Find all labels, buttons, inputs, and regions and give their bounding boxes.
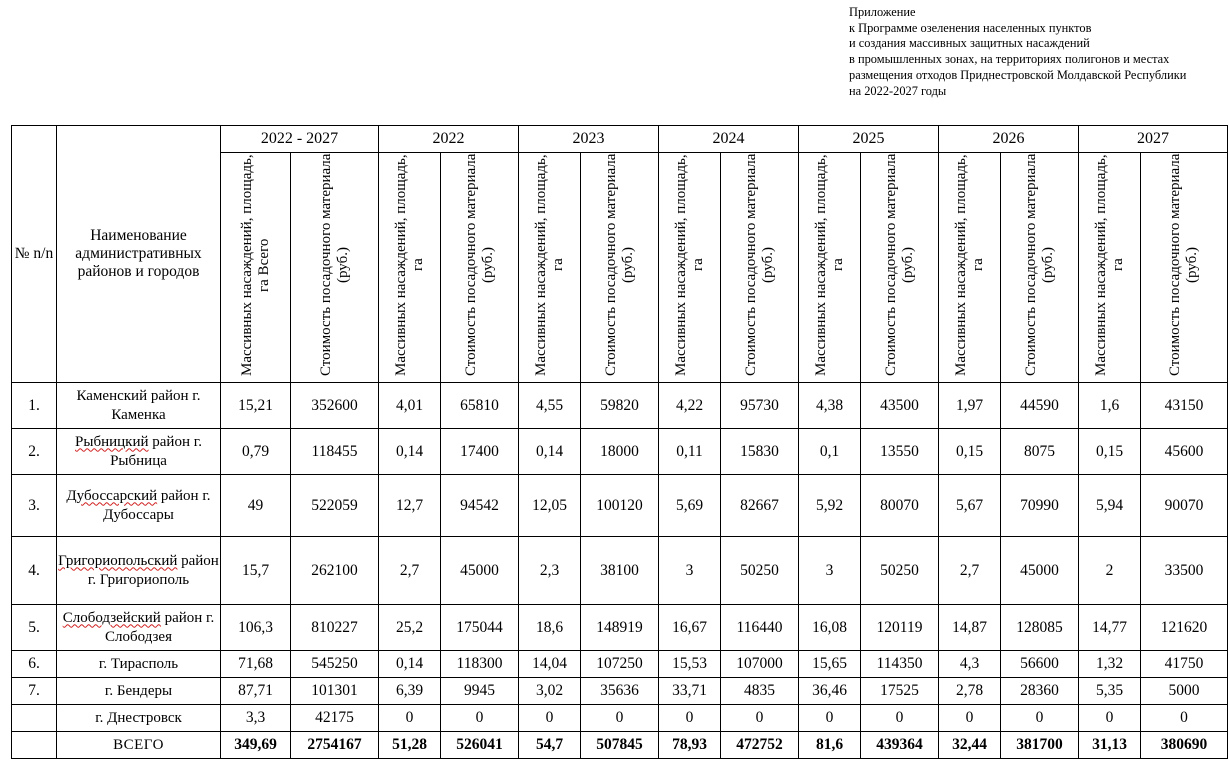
area-cell: 5,67	[939, 475, 1001, 537]
cost-cell: 28360	[1001, 678, 1079, 705]
cost-cell: 50250	[861, 537, 939, 605]
cost-cell: 50250	[721, 537, 799, 605]
cost-cell: 8075	[1001, 429, 1079, 475]
table-row	[12, 705, 1228, 732]
table-row	[12, 678, 1228, 705]
appendix-line: в промышленных зонах, на территориях полигонов и местах	[849, 52, 1170, 67]
district-name: г. Тирасполь	[57, 651, 221, 678]
cost-cell: 2754167	[291, 732, 379, 759]
cost-cell: 100120	[581, 475, 659, 537]
cost-cell: 44590	[1001, 383, 1079, 429]
table-row	[12, 475, 1228, 537]
cost-cell: 107250	[581, 651, 659, 678]
cost-cell: 121620	[1141, 605, 1228, 651]
area-cell: 3	[659, 537, 721, 605]
area-cell: 87,71	[221, 678, 291, 705]
area-cell: 0	[799, 705, 861, 732]
area-cell: 0	[379, 705, 441, 732]
area-cell: 2,7	[379, 537, 441, 605]
area-cell: 14,87	[939, 605, 1001, 651]
district-name: ВСЕГО	[57, 732, 221, 759]
subheader-text: Массивных насаждений, площадь, га	[952, 154, 986, 376]
year-header: 2023	[519, 126, 659, 153]
area-cell: 1,6	[1079, 383, 1141, 429]
subheader-text: Стоимость посадочного материала (руб.)	[462, 153, 496, 377]
subheader-area	[379, 153, 441, 383]
subheader-text: Массивных насаждений, площадь, га	[812, 154, 846, 376]
area-cell: 0,14	[379, 651, 441, 678]
area-cell: 0,14	[379, 429, 441, 475]
area-cell: 4,3	[939, 651, 1001, 678]
cost-cell: 9945	[441, 678, 519, 705]
area-cell: 0,15	[939, 429, 1001, 475]
subheader-text: Стоимость посадочного материала (руб.)	[742, 153, 776, 377]
area-cell: 0	[1079, 705, 1141, 732]
cost-cell: 95730	[721, 383, 799, 429]
area-cell: 1,97	[939, 383, 1001, 429]
area-cell: 2,3	[519, 537, 581, 605]
area-cell: 16,08	[799, 605, 861, 651]
appendix-line: и создания массивных защитных насаждений	[849, 36, 1090, 51]
subheader-cost	[861, 153, 939, 383]
year-header: 2022 - 2027	[221, 126, 379, 153]
subheader-text: Стоимость посадочного материала (руб.)	[1022, 153, 1056, 377]
row-number: 5.	[12, 605, 57, 651]
year-header: 2022	[379, 126, 519, 153]
cost-cell: 45000	[441, 537, 519, 605]
cost-cell: 82667	[721, 475, 799, 537]
area-cell: 4,01	[379, 383, 441, 429]
area-cell: 14,04	[519, 651, 581, 678]
cost-cell: 352600	[291, 383, 379, 429]
area-cell: 12,7	[379, 475, 441, 537]
area-cell: 51,28	[379, 732, 441, 759]
subheader-cost	[1001, 153, 1079, 383]
cost-cell: 35636	[581, 678, 659, 705]
year-header: 2025	[799, 126, 939, 153]
row-number: 7.	[12, 678, 57, 705]
cost-cell: 118300	[441, 651, 519, 678]
appendix-line: на 2022-2027 годы	[849, 83, 947, 98]
subheader-cost	[441, 153, 519, 383]
cost-cell: 0	[1001, 705, 1079, 732]
cost-cell: 13550	[861, 429, 939, 475]
subheader-text: Стоимость посадочного материала (руб.)	[882, 153, 916, 377]
appendix-line: Приложение	[849, 5, 916, 19]
cost-cell: 810227	[291, 605, 379, 651]
cost-cell: 90070	[1141, 475, 1228, 537]
table-row	[12, 537, 1228, 605]
cost-cell: 0	[441, 705, 519, 732]
appendix-line: к Программе озеленения населенных пунктов	[849, 20, 1092, 35]
district-name: Дубоссарский район г. Дубоссары	[57, 475, 221, 537]
cost-cell: 101301	[291, 678, 379, 705]
area-cell: 25,2	[379, 605, 441, 651]
area-cell: 15,21	[221, 383, 291, 429]
area-cell: 3,02	[519, 678, 581, 705]
area-cell: 15,65	[799, 651, 861, 678]
area-cell: 3,3	[221, 705, 291, 732]
appendix-note	[849, 5, 1186, 99]
cost-cell: 15830	[721, 429, 799, 475]
cost-cell: 43150	[1141, 383, 1228, 429]
cost-cell: 33500	[1141, 537, 1228, 605]
area-cell: 0,79	[221, 429, 291, 475]
cost-cell: 18000	[581, 429, 659, 475]
area-cell: 106,3	[221, 605, 291, 651]
row-number	[12, 705, 57, 732]
area-cell: 4,38	[799, 383, 861, 429]
area-cell: 12,05	[519, 475, 581, 537]
cost-cell: 94542	[441, 475, 519, 537]
area-cell: 5,92	[799, 475, 861, 537]
area-cell: 36,46	[799, 678, 861, 705]
table-total-row	[12, 732, 1228, 759]
cost-cell: 439364	[861, 732, 939, 759]
subheader-text: Массивных насаждений, площадь, га	[672, 154, 706, 376]
cost-cell: 17400	[441, 429, 519, 475]
subheader-cost	[581, 153, 659, 383]
district-name: Рыбницкий район г. Рыбница	[57, 429, 221, 475]
cost-cell: 59820	[581, 383, 659, 429]
area-cell: 4,55	[519, 383, 581, 429]
cost-cell: 0	[581, 705, 659, 732]
area-cell: 0	[659, 705, 721, 732]
area-cell: 16,67	[659, 605, 721, 651]
cost-cell: 114350	[861, 651, 939, 678]
area-cell: 2	[1079, 537, 1141, 605]
cost-cell: 118455	[291, 429, 379, 475]
area-cell: 4,22	[659, 383, 721, 429]
cost-cell: 65810	[441, 383, 519, 429]
cost-cell: 0	[1141, 705, 1228, 732]
subheader-area	[659, 153, 721, 383]
subheader-area	[519, 153, 581, 383]
cost-cell: 38100	[581, 537, 659, 605]
area-cell: 81,6	[799, 732, 861, 759]
district-name: Слободзейский район г. Слободзея	[57, 605, 221, 651]
subheader-cost	[721, 153, 799, 383]
area-cell: 18,6	[519, 605, 581, 651]
area-cell: 71,68	[221, 651, 291, 678]
cost-cell: 262100	[291, 537, 379, 605]
year-header: 2024	[659, 126, 799, 153]
subheader-cost	[1141, 153, 1228, 383]
area-cell: 32,44	[939, 732, 1001, 759]
area-cell: 14,77	[1079, 605, 1141, 651]
row-number	[12, 732, 57, 759]
area-cell: 1,32	[1079, 651, 1141, 678]
cost-cell: 381700	[1001, 732, 1079, 759]
cost-cell: 522059	[291, 475, 379, 537]
area-cell: 33,71	[659, 678, 721, 705]
subheader-area	[939, 153, 1001, 383]
subheader-text: Массивных насаждений, площадь, га	[392, 154, 426, 376]
cost-cell: 380690	[1141, 732, 1228, 759]
column-header-name: Наименование административных районов и городов	[57, 126, 221, 383]
row-number: 6.	[12, 651, 57, 678]
table-row	[12, 605, 1228, 651]
district-name: Каменский район г. Каменка	[57, 383, 221, 429]
area-cell: 6,39	[379, 678, 441, 705]
table-row	[12, 651, 1228, 678]
cost-cell: 120119	[861, 605, 939, 651]
column-header-number: № n/n	[12, 126, 57, 383]
subheader-text: Стоимость посадочного материала (руб.)	[602, 153, 636, 377]
cost-cell: 116440	[721, 605, 799, 651]
appendix-line: размещения отходов Приднестровской Молдавской Республики	[849, 67, 1187, 82]
cost-cell: 56600	[1001, 651, 1079, 678]
district-name: г. Бендеры	[57, 678, 221, 705]
cost-cell: 148919	[581, 605, 659, 651]
cost-cell: 107000	[721, 651, 799, 678]
area-cell: 0,14	[519, 429, 581, 475]
table-row	[12, 429, 1228, 475]
table-row	[12, 383, 1228, 429]
area-cell: 15,7	[221, 537, 291, 605]
cost-cell: 5000	[1141, 678, 1228, 705]
subheader-area	[799, 153, 861, 383]
row-number: 1.	[12, 383, 57, 429]
greening-plan-table	[11, 125, 1228, 759]
area-cell: 5,69	[659, 475, 721, 537]
subheader-text: Массивных насаждений, площадь, га	[532, 154, 566, 376]
cost-cell: 526041	[441, 732, 519, 759]
cost-cell: 4835	[721, 678, 799, 705]
cost-cell: 70990	[1001, 475, 1079, 537]
area-cell: 0,11	[659, 429, 721, 475]
cost-cell: 0	[861, 705, 939, 732]
year-header: 2027	[1079, 126, 1228, 153]
area-cell: 349,69	[221, 732, 291, 759]
area-cell: 0	[939, 705, 1001, 732]
cost-cell: 545250	[291, 651, 379, 678]
table-body	[12, 383, 1228, 759]
cost-cell: 45000	[1001, 537, 1079, 605]
subheader-text: Массивных насаждений, площадь, га Всего	[238, 154, 272, 376]
cost-cell: 0	[721, 705, 799, 732]
area-cell: 0	[519, 705, 581, 732]
subheader-area-total	[221, 153, 291, 383]
district-name: г. Днестровск	[57, 705, 221, 732]
cost-cell: 128085	[1001, 605, 1079, 651]
cost-cell: 17525	[861, 678, 939, 705]
subheader-cost-total	[291, 153, 379, 383]
row-number: 4.	[12, 537, 57, 605]
cost-cell: 175044	[441, 605, 519, 651]
area-cell: 49	[221, 475, 291, 537]
area-cell: 0,1	[799, 429, 861, 475]
area-cell: 3	[799, 537, 861, 605]
cost-cell: 43500	[861, 383, 939, 429]
cost-cell: 80070	[861, 475, 939, 537]
area-cell: 2,7	[939, 537, 1001, 605]
subheader-text: Стоимость посадочного материала (руб.)	[1167, 153, 1201, 377]
area-cell: 5,94	[1079, 475, 1141, 537]
year-header: 2026	[939, 126, 1079, 153]
subheader-text: Массивных насаждений, площадь, га	[1092, 154, 1126, 376]
subheader-area	[1079, 153, 1141, 383]
district-name: Григориопольский район г. Григориополь	[57, 537, 221, 605]
area-cell: 5,35	[1079, 678, 1141, 705]
area-cell: 31,13	[1079, 732, 1141, 759]
cost-cell: 45600	[1141, 429, 1228, 475]
area-cell: 78,93	[659, 732, 721, 759]
cost-cell: 472752	[721, 732, 799, 759]
cost-cell: 41750	[1141, 651, 1228, 678]
cost-cell: 507845	[581, 732, 659, 759]
subheader-text: Стоимость посадочного материала (руб.)	[317, 153, 351, 377]
area-cell: 15,53	[659, 651, 721, 678]
cost-cell: 42175	[291, 705, 379, 732]
area-cell: 2,78	[939, 678, 1001, 705]
row-number: 2.	[12, 429, 57, 475]
area-cell: 54,7	[519, 732, 581, 759]
area-cell: 0,15	[1079, 429, 1141, 475]
row-number: 3.	[12, 475, 57, 537]
